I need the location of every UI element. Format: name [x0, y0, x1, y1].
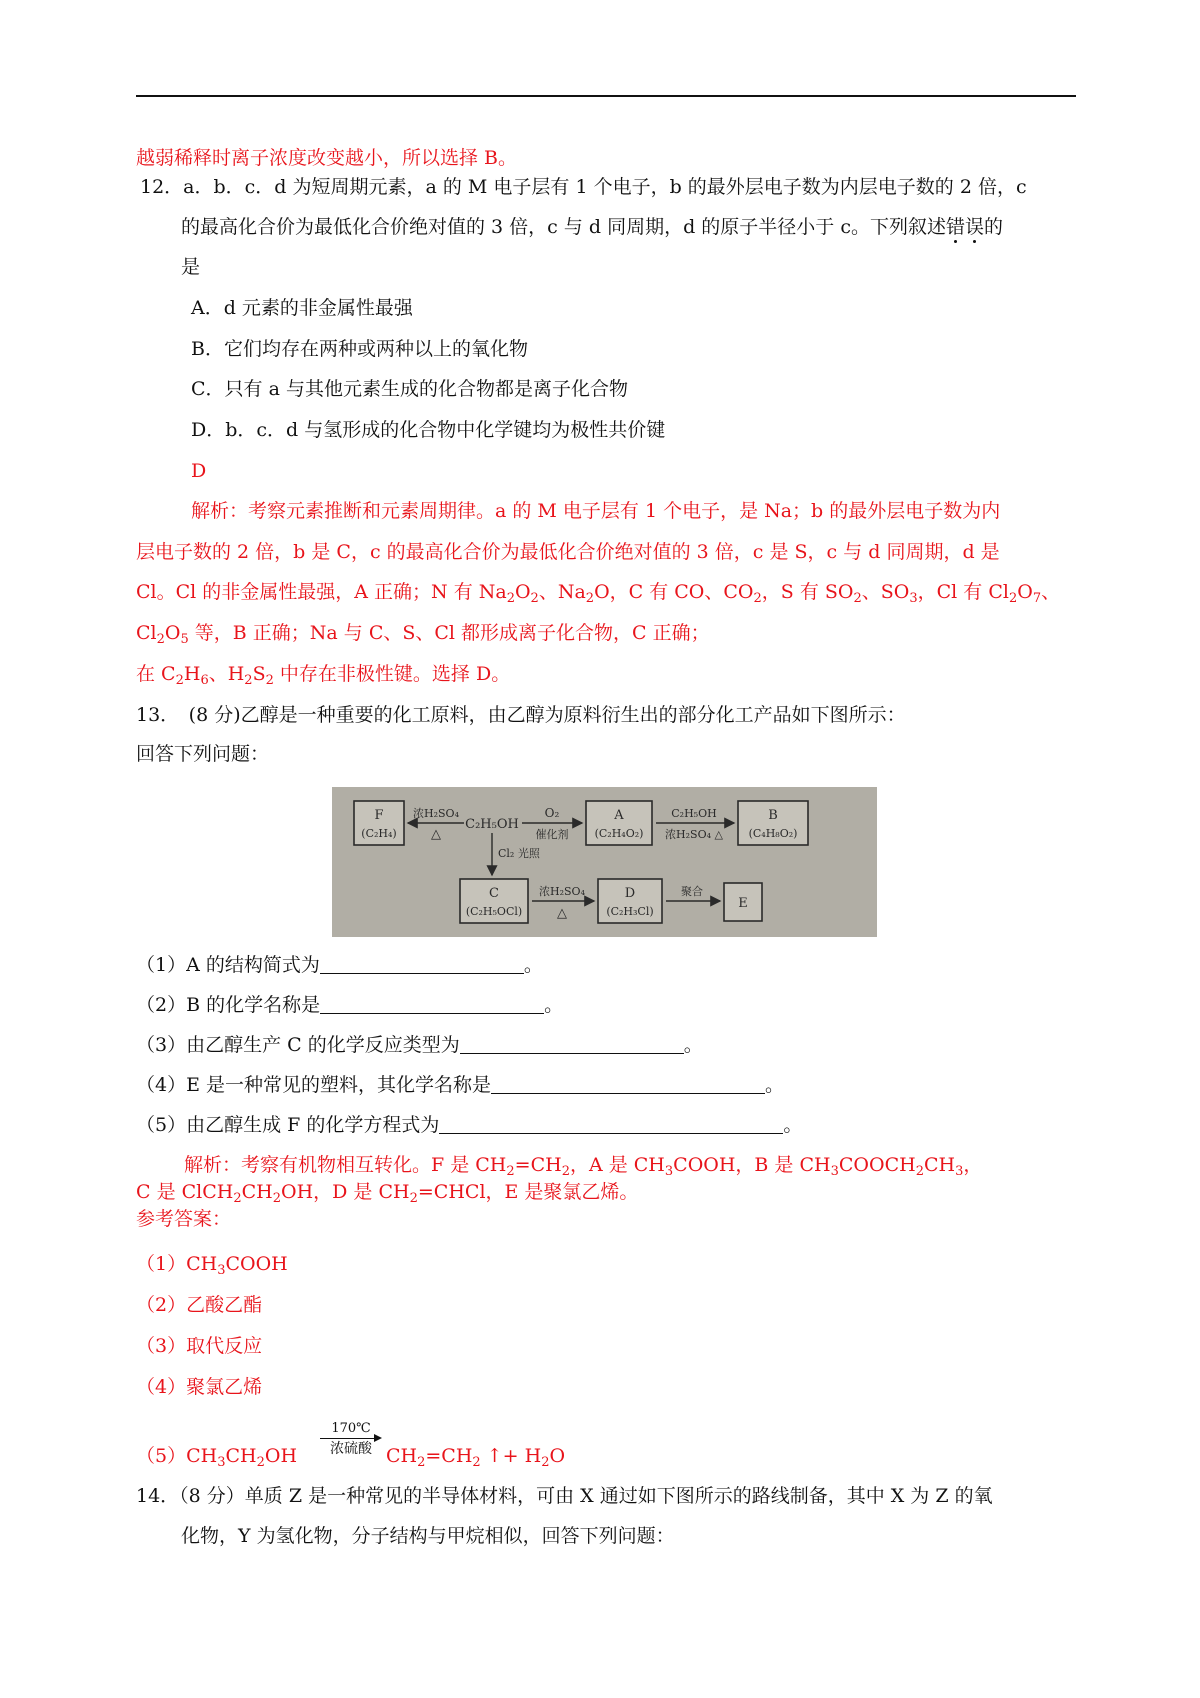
q14-line1: 14．（8 分）单质 Z 是一种常见的半导体材料，可由 X 通过如下图所示的路线制备，其中 X 为 Z 的氧 [136, 1485, 993, 1507]
scheme-cond2-top: O₂ [544, 806, 560, 820]
scheme-b-label: B [768, 808, 778, 823]
scheme-cond6: 聚合 [681, 885, 703, 898]
scheme-cond1-top: 浓H₂SO₄ [413, 807, 459, 820]
q13-answer-2: （2）乙酸乙酯 [136, 1294, 263, 1316]
scheme-cond3-top: C₂H₅OH [671, 807, 717, 820]
scheme-c-formula: (C₂H₅OCl) [465, 905, 523, 918]
q12-analysis-1: 解析：考察元素推断和元素周期律。a 的 M 电子层有 1 个电子，是 Na；b 的最外层电子数为内 [191, 500, 1001, 522]
scheme-cond1-bot: △ [431, 827, 441, 842]
emphasis-dot-char: 错 [945, 216, 965, 238]
q13-sub3: （3）由乙醇生产 C 的化学反应类型为 。 [136, 1034, 703, 1056]
q12-analysis-5: 在 $C_2H_6$、$H_2S_2$ 中存在非极性键。选择 D。 [136, 663, 511, 688]
scheme-cond3-bot: 浓H₂SO₄ △ [665, 828, 723, 841]
scheme-a-label: A [614, 808, 624, 823]
scheme-cond5-top: 浓H₂SO₄ [539, 885, 585, 898]
answer-blank [491, 1074, 765, 1094]
scheme-cond5-bot: △ [557, 906, 567, 921]
header-rule [136, 95, 1076, 97]
q13-sub4: （4）E 是一种常见的塑料，其化学名称是 。 [136, 1074, 785, 1096]
scheme-e-label: E [738, 896, 748, 911]
scheme-f-formula: (C₂H₄) [361, 827, 397, 840]
scheme-c-label: C [489, 886, 499, 901]
q12-answer: D [191, 460, 207, 482]
scheme-b-formula: (C₄H₈O₂) [748, 827, 798, 840]
emphasis-dot-char: 误 [965, 216, 985, 238]
q12-analysis-2: 层电子数的 2 倍，b 是 C，c 的最高化合价为最低化合价绝对值的 3 倍，c 是 S，c 与 d 同周期，d 是 [136, 541, 1000, 563]
scheme-cond2-bot: 催化剂 [535, 828, 569, 841]
q13-reference-label: 参考答案： [136, 1208, 232, 1230]
q13-sub1: （1）A 的结构简式为 。 [136, 954, 543, 976]
answer-blank [320, 994, 544, 1014]
q13-answer-4: （4）聚氯乙烯 [136, 1376, 263, 1398]
q12-analysis-3: Cl。Cl 的非金属性最强，A 正确；N 有 $Na_2O_2$、$Na_2O$，C 有 CO、$CO_2$，S 有 $SO_2$、$SO_3$，Cl 有 $Cl_2O_7$、 [136, 581, 1061, 606]
scheme-d-label: D [624, 886, 636, 901]
q13-answer-5-reactant: $(5)CH_3CH_2OH$ [136, 1445, 298, 1470]
q14-line2: 化物，Y 为氢化物，分子结构与甲烷相似，回答下列问题： [181, 1525, 675, 1547]
q12-line3: 是 [181, 256, 201, 278]
q13-analysis-2: C 是 $ClCH_2CH_2OH$，D 是 $CH_2=CHCl$，E 是聚氯乙烯。 [136, 1181, 639, 1206]
q13-line1: 13． (8 分)乙醇是一种重要的化工原料，由乙醇为原料衍生出的部分化工产品如下图所示： [136, 704, 906, 726]
condition-catalyst: 浓硫酸 [330, 1441, 372, 1457]
condition-temperature: 170℃ [331, 1421, 371, 1436]
q12-option-a: A．d 元素的非金属性最强 [191, 297, 413, 319]
q12-option-c: C．只有 a 与其他元素生成的化合物都是离子化合物 [191, 378, 628, 400]
q13-answer-1: $(1)CH_3COOH$ [136, 1253, 288, 1278]
q13-sub5: （5）由乙醇生成 F 的化学方程式为 。 [136, 1114, 803, 1136]
q12-line1: 12．a．b．c．d 为短周期元素，a 的 M 电子层有 1 个电子，b 的最外层电子数为内层电子数的 2 倍，c [140, 176, 1027, 198]
scheme-f-label: F [374, 808, 384, 823]
q13-answer-3: （3）取代反应 [136, 1335, 263, 1357]
answer-blank [439, 1114, 783, 1134]
reaction-condition-arrow [320, 1421, 382, 1461]
scheme-cond4: Cl₂ 光照 [498, 847, 540, 860]
reaction-scheme-image [332, 787, 877, 937]
q13-line2: 回答下列问题： [136, 743, 270, 765]
scheme-d-formula: (C₂H₃Cl) [606, 905, 654, 918]
answer-blank [460, 1034, 684, 1054]
prev-answer-line: 越弱稀释时离子浓度改变越小，所以选择 B。 [136, 147, 518, 169]
answer-blank [320, 954, 524, 974]
scheme-ethanol: C₂H₅OH [465, 817, 519, 832]
q12-analysis-4: $Cl_2O_5$ 等，B 正确；Na 与 C、S、Cl 都形成离子化合物，C 正确； [136, 622, 710, 647]
q13-analysis-1: 解析：考察有机物相互转化。F 是 $CH_2=CH_2$，A 是 $CH_3COOH$，B 是 $CH_3COOCH_2CH_3$， [184, 1154, 983, 1179]
q12-option-d: D．b．c．d 与氢形成的化合物中化学键均为极性共价键 [191, 419, 666, 441]
q12-line2: 的最高化合价为最低化合价绝对值的 3 倍，c 与 d 同周期，d 的原子半径小于 c。下列叙述错误的 [181, 216, 1004, 238]
arrow-shaft [320, 1438, 380, 1439]
scheme-a-formula: (C₂H₄O₂) [594, 827, 644, 840]
q12-option-b: B．它们均存在两种或两种以上的氧化物 [191, 338, 528, 360]
q13-sub2: （2）B 的化学名称是 。 [136, 994, 564, 1016]
q13-answer-5-product: $CH_2=CH_2$ ↑+ $H_2O$ [386, 1445, 566, 1470]
